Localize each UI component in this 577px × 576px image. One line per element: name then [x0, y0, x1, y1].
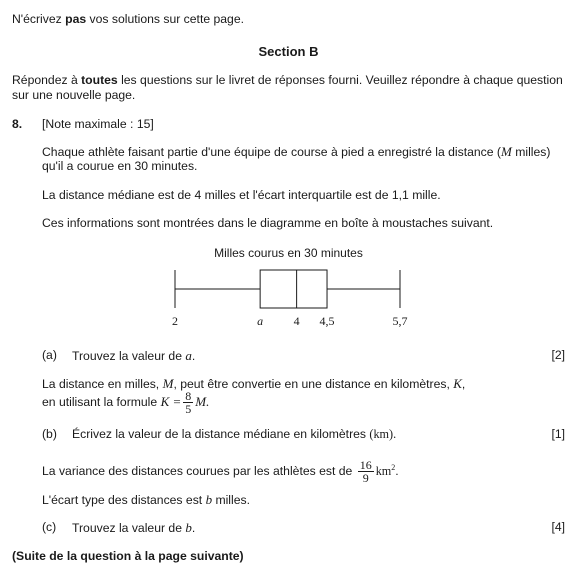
fraction-8-5: $\frac{8}{5}$: [185, 389, 192, 417]
iqr-box: [260, 270, 327, 308]
question-max-note: [Note maximale : 15]: [42, 117, 154, 131]
tick-label: 4,5: [319, 314, 335, 328]
para3: Ces informations sont montrées dans le diagramme en boîte à moustaches suivant.: [42, 216, 494, 230]
tick-label: 2: [172, 314, 178, 328]
part-c-text: Trouvez la valeur de b.: [72, 520, 196, 535]
chart-title: Milles courus en 30 minutes: [214, 246, 363, 260]
conversion-line-2: en utilisant la formule K = $\frac{8}{5}$ M.: [42, 389, 210, 417]
page-note: N'écrivez pas vos solutions sur cette page.: [12, 12, 244, 26]
part-a-marks: [2]: [551, 348, 565, 362]
tick-label: 5,7: [392, 314, 408, 328]
part-a-label: (a): [42, 348, 57, 362]
para1-line-1: Chaque athlète faisant partie d'une équipe de course à pied a enregistré la distance (M milles): [42, 144, 551, 159]
std-line: L'écart type des distances est b milles.: [42, 492, 250, 507]
part-c-marks: [4]: [551, 520, 565, 534]
section-title: Section B: [258, 44, 319, 59]
para1-line-2: qu'il a courue en 30 minutes.: [42, 159, 198, 173]
part-b-label: (b): [42, 427, 57, 441]
question-number: 8.: [12, 117, 23, 131]
part-a-text: Trouvez la valeur de a.: [72, 348, 196, 363]
conversion-line-1: La distance en milles, M, peut être convertie en une distance en kilomètres, K,: [42, 376, 466, 391]
part-c-label: (c): [42, 520, 57, 534]
box-plot: [150, 262, 430, 332]
tick-label: 4: [293, 314, 300, 328]
fraction-16-9: $\frac{16}{9}$: [359, 458, 372, 486]
instructions-line-2: sur une nouvelle page.: [12, 88, 136, 102]
part-b-marks: [1]: [551, 427, 565, 441]
tick-label: a: [257, 314, 264, 328]
instructions-line-1: Répondez à toutes les questions sur le livret de réponses fourni. Veuillez répondre à chaque question: [12, 73, 563, 87]
footer-note: (Suite de la question à la page suivante): [12, 549, 244, 563]
para2: La distance médiane est de 4 milles et l'écart interquartile est de 1,1 mille.: [42, 188, 441, 202]
part-b-text: Écrivez la valeur de la distance médiane en kilomètres (km).: [72, 427, 397, 441]
variance-line: La variance des distances courues par les athlètes est de $\frac{16}{9}$ $km^2$.: [42, 458, 399, 486]
